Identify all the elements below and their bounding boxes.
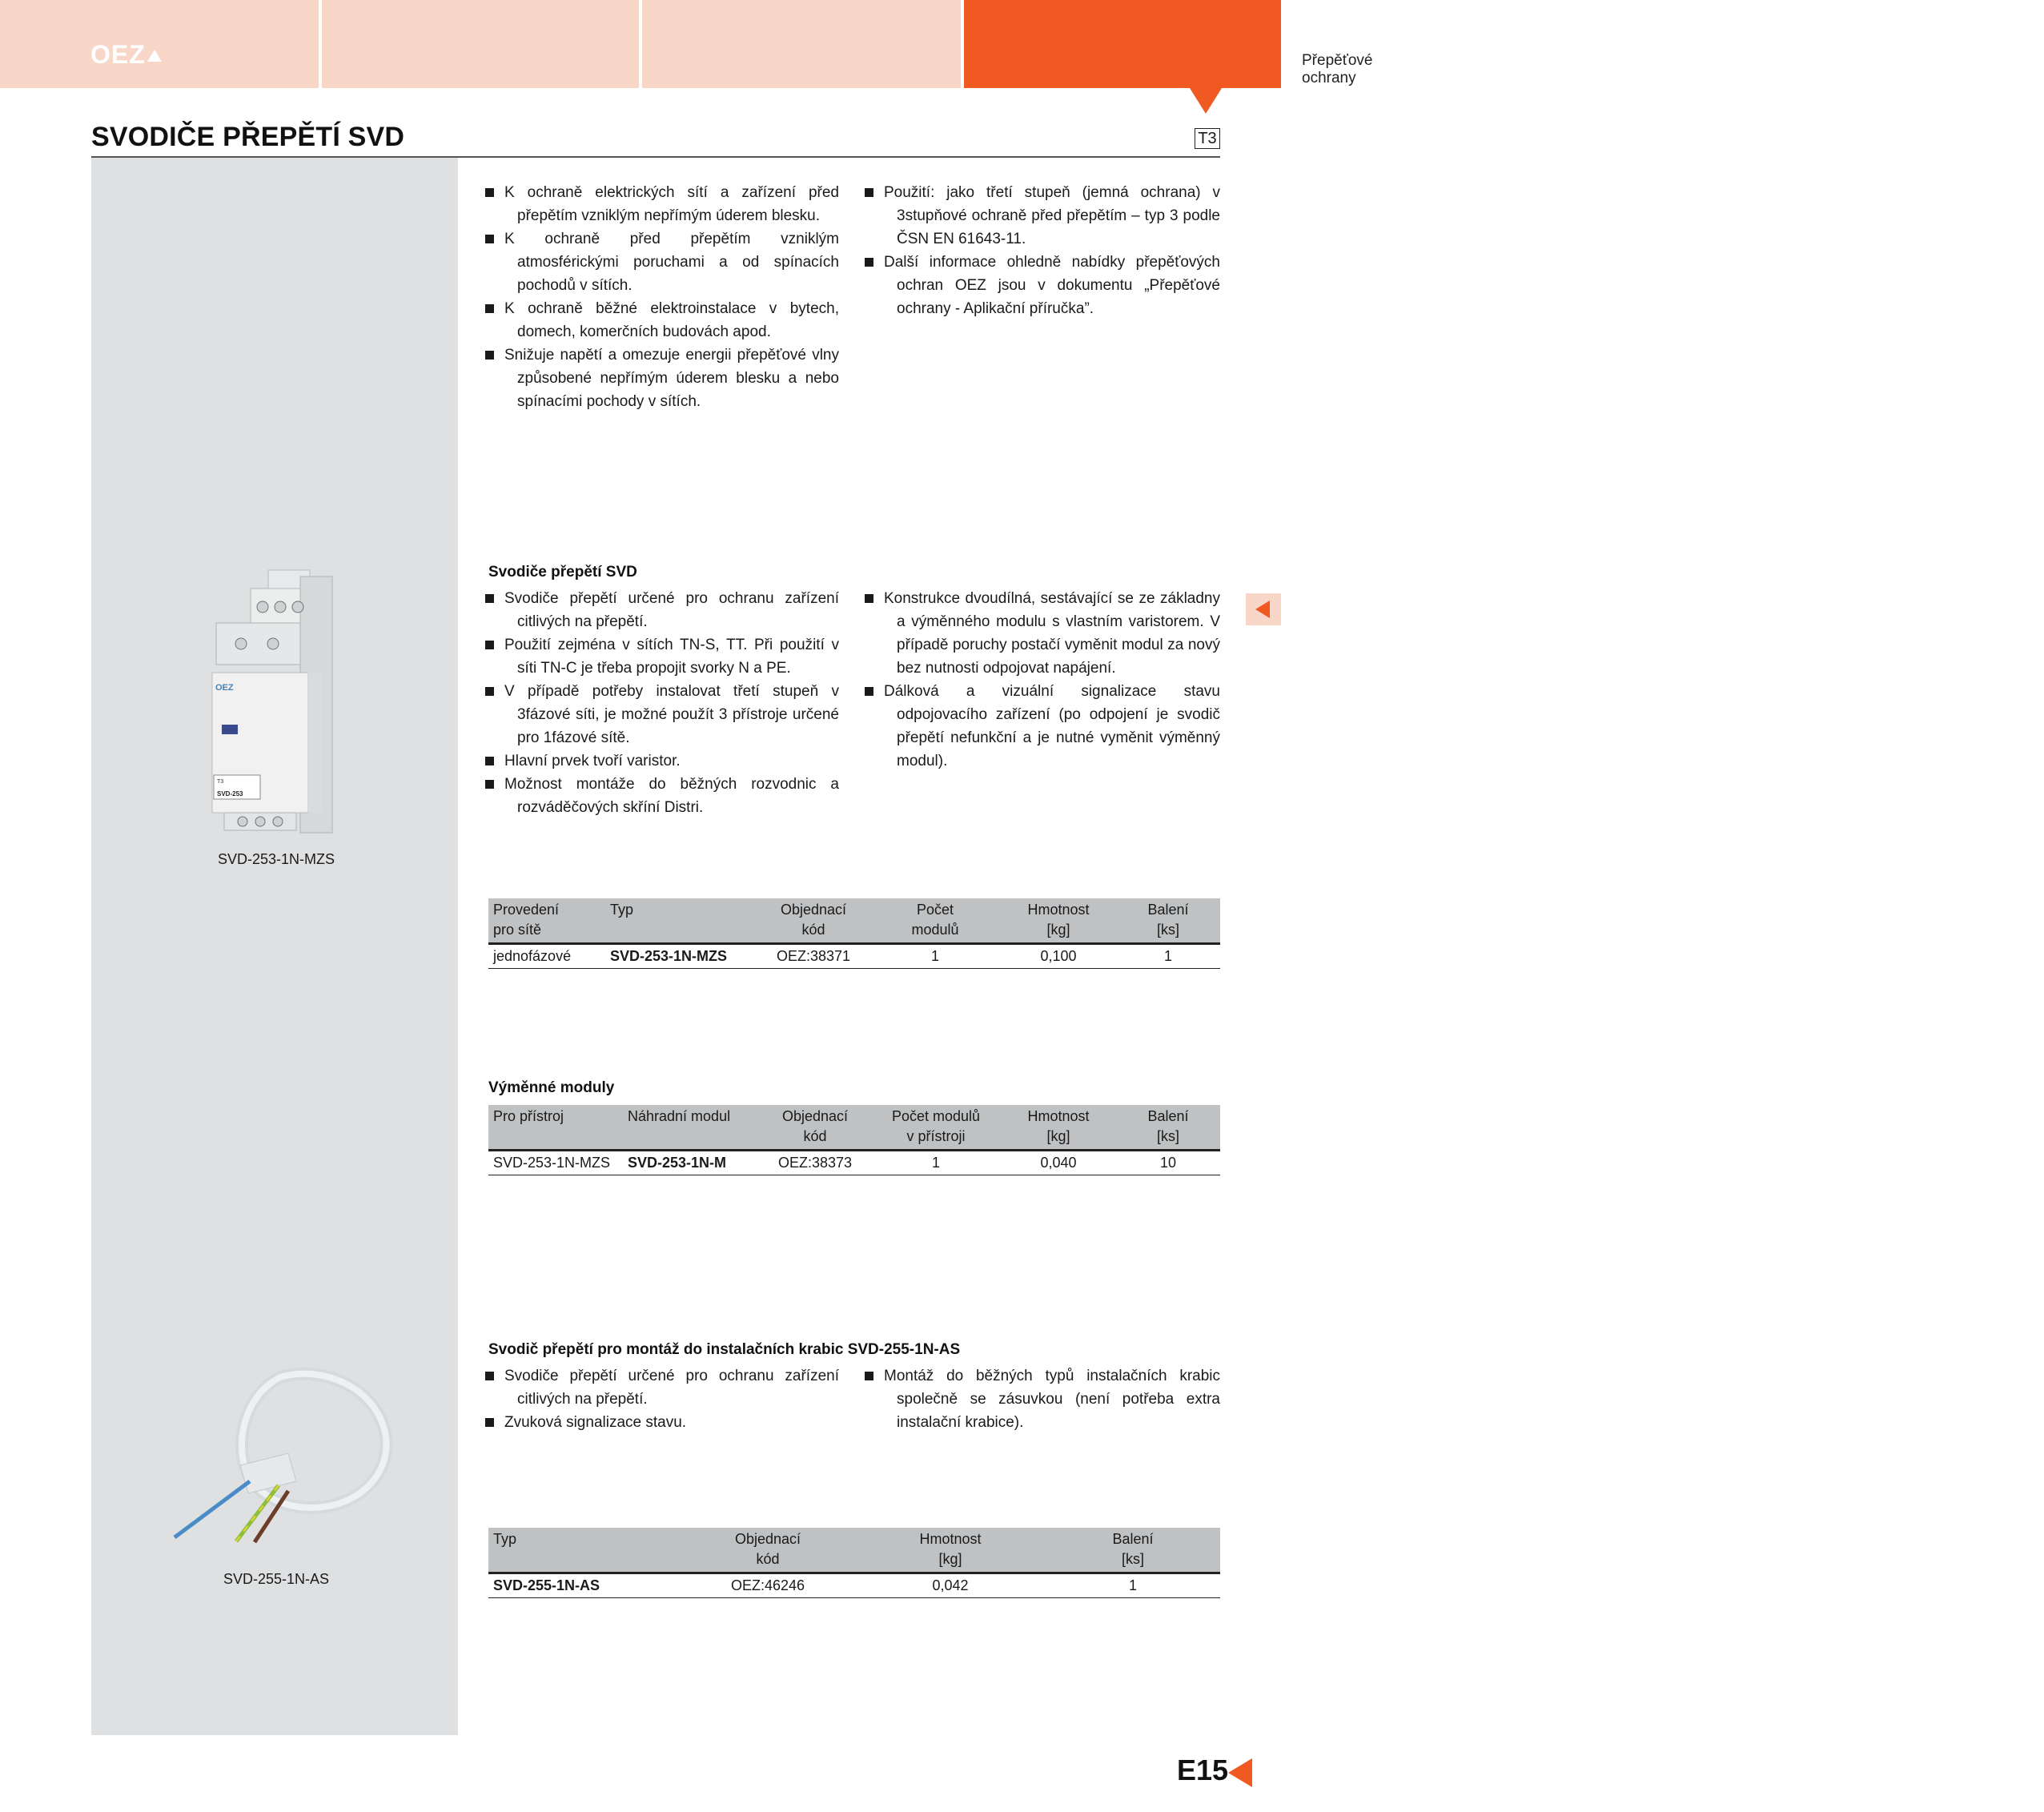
table-header-cell: [488, 1528, 681, 1573]
table-header-line: Typ: [493, 1531, 517, 1547]
table-header-cell: [681, 1528, 855, 1573]
table-cell: 1: [869, 944, 1001, 969]
header-brand: Minia: [1946, 31, 2044, 74]
table-header-cell: [1001, 898, 1116, 944]
table-header-line: kód: [756, 1551, 780, 1567]
svg-text:T3: T3: [217, 779, 224, 785]
table-row: [488, 1151, 1220, 1175]
table-header-cell: [1116, 898, 1220, 944]
page-title: SVODIČE PŘEPĚTÍ SVD: [91, 122, 405, 152]
bullet-item: Hlavní prvek tvoří varistor.: [485, 749, 839, 773]
side-pointer-icon: [1246, 593, 1281, 625]
table-header-cell: [759, 1105, 871, 1151]
header-section-cell: [322, 0, 639, 88]
table-header-line: Hmotnost: [919, 1531, 982, 1547]
table-header-line: Objednací: [734, 1531, 801, 1547]
table-header-line: Hmotnost: [1027, 1108, 1090, 1124]
page-header: [0, 0, 2044, 88]
table-header-cell: [869, 898, 1001, 944]
table-cell: 1: [871, 1151, 1001, 1175]
section1-right-list: [865, 587, 1220, 773]
bullet-item: K ochraně běžné elektroinstalace v bytech, domech, komerčních budovách apod.: [485, 297, 839, 344]
table-header-line: Pro přístroj: [493, 1108, 564, 1124]
bullet-item: Montáž do běžných typů instalačních krabic společně se zásuvkou (není potřeba extra instalační krabice).: [865, 1364, 1220, 1434]
table-header-line: [kg]: [1046, 1128, 1070, 1144]
section1-heading: Svodiče přepětí SVD: [488, 564, 637, 581]
svd-253-caption: SVD-253-1N-MZS: [217, 851, 335, 867]
table-header-line: [493, 1127, 618, 1147]
svd-253-device-image: [204, 560, 348, 841]
section3-right-list: [865, 1364, 1220, 1434]
logo-triangle-icon: [147, 50, 162, 62]
table-header-cell: [855, 1528, 1046, 1573]
svd-255-caption: SVD-255-1N-AS: [223, 1571, 330, 1587]
table-header-cell: [1001, 1105, 1116, 1151]
table-row: [488, 944, 1220, 969]
table-row: [488, 1573, 1220, 1598]
table-cell: 0,040: [1001, 1151, 1116, 1175]
table-header-line: Balení: [1147, 902, 1189, 918]
table-header-cell: [1046, 1528, 1220, 1573]
page-number: E15: [1177, 1754, 1229, 1786]
header-logo-cell: [0, 0, 319, 88]
table-cell: 1: [1116, 944, 1220, 969]
bullet-item: Použití zejména v sítích TN-S, TT. Při použití v síti TN-C je třeba propojit svorky N a PE.: [485, 633, 839, 680]
section3-heading: Svodič přepětí pro montáž do instalačních krabic SVD-255-1N-AS: [488, 1341, 961, 1358]
table-cell: 0,100: [1001, 944, 1116, 969]
bullet-item: Svodiče přepětí určené pro ochranu zařízení citlivých na přepětí.: [485, 1364, 839, 1411]
table-header-line: [ks]: [1121, 1551, 1144, 1567]
table-header-line: [628, 1127, 754, 1147]
table-header-line: kód: [801, 922, 825, 938]
bullet-item: K ochraně před přepětím vzniklým atmosférickými poruchami a od spínacích pochodů v sítích.: [485, 227, 839, 297]
table-header-cell: [871, 1105, 1001, 1151]
table-header-line: Provedení: [493, 902, 560, 918]
bullet-item: Snižuje napětí a omezuje energii přepěťové vlny způsobené nepřímým úderem blesku a nebo spínacími pochody v sítích.: [485, 344, 839, 413]
table-header-line: [493, 1549, 676, 1569]
bullet-item: K ochraně elektrických sítí a zařízení před přepětím vzniklým nepřímým úderem blesku.: [485, 181, 839, 227]
table-cell: OEZ:38373: [759, 1151, 871, 1175]
table-header-line: modulů: [911, 922, 959, 938]
table-header-line: Počet modulů: [891, 1108, 981, 1124]
svd-255-table: [488, 1528, 1220, 1598]
table-header-line: [ks]: [1156, 1128, 1179, 1144]
type-badge: T3: [1195, 128, 1220, 149]
table-cell: 1: [1046, 1573, 1220, 1598]
header-category: Přepěťové ochrany: [1302, 52, 1373, 86]
intro-left-list: [485, 181, 839, 413]
modules-table: [488, 1105, 1220, 1175]
table-header-line: Balení: [1147, 1108, 1189, 1124]
bullet-item: Použití: jako třetí stupeň (jemná ochrana) v 3stupňové ochraně před přepětím – typ 3 podle ČSN EN 61643-11.: [865, 181, 1220, 251]
table-header-line: [kg]: [1046, 922, 1070, 938]
svg-text:OEZ: OEZ: [215, 683, 234, 693]
table-header-line: [ks]: [1156, 922, 1179, 938]
table-cell: 0,042: [855, 1573, 1046, 1598]
table-cell: SVD-253-1N-M: [623, 1151, 759, 1175]
bullet-item: Konstrukce dvoudílná, sestávající se ze základny a výměnného modulu s vlastním varistorem. V případě poruchy postačí vyměnit modul za nový bez nutnosti odpojovat napájení.: [865, 587, 1220, 680]
table-cell: SVD-255-1N-AS: [488, 1573, 681, 1598]
table-header-cell: [605, 898, 757, 944]
table-header-cell: [757, 898, 869, 944]
table-header-cell: [488, 898, 605, 944]
oez-logo: OEZ: [90, 40, 162, 70]
table-header-line: Balení: [1112, 1531, 1154, 1547]
svd-table: [488, 898, 1220, 969]
table-header-line: [kg]: [938, 1551, 962, 1567]
table-header-cell: [623, 1105, 759, 1151]
table-header-line: kód: [803, 1128, 827, 1144]
section1-left-list: [485, 587, 839, 819]
table-cell: SVD-253-1N-MZS: [488, 1151, 623, 1175]
table-cell: 10: [1116, 1151, 1220, 1175]
table-cell: OEZ:38371: [757, 944, 869, 969]
section2-heading: Výměnné moduly: [488, 1079, 615, 1096]
bullet-item: Zvuková signalizace stavu.: [485, 1411, 839, 1434]
intro-right-list: [865, 181, 1220, 320]
table-header-line: Objednací: [780, 902, 847, 918]
table-header-line: Počet: [916, 902, 954, 918]
bullet-item: Svodiče přepětí určené pro ochranu zařízení citlivých na přepětí.: [485, 587, 839, 633]
section3-left-list: [485, 1364, 839, 1434]
header-pointer-icon: [1190, 88, 1222, 114]
svd-255-device-image: [160, 1361, 400, 1553]
table-header-line: Typ: [610, 902, 634, 918]
table-header-cell: [488, 1105, 623, 1151]
table-header-line: Objednací: [781, 1108, 849, 1124]
table-cell: jednofázové: [488, 944, 605, 969]
page-arrow-icon: [1228, 1758, 1252, 1787]
table-cell: OEZ:46246: [681, 1573, 855, 1598]
table-header-line: Hmotnost: [1027, 902, 1090, 918]
table-header-line: pro sítě: [493, 922, 542, 938]
bullet-item: V případě potřeby instalovat třetí stupeň v 3fázové síti, je možné použít 3 přístroje určené pro 1fázové sítě.: [485, 680, 839, 749]
table-header-line: v přístroji: [906, 1128, 966, 1144]
bullet-item: Možnost montáže do běžných rozvodnic a rozváděčových skříní Distri.: [485, 773, 839, 819]
table-header-line: Náhradní modul: [628, 1108, 731, 1124]
bullet-item: Dálková a vizuální signalizace stavu odpojovacího zařízení (po odpojení je svodič přepětí nefunkční a je nutné vyměnit výměnný modul).: [865, 680, 1220, 773]
header-category-cell: [642, 0, 1373, 88]
svg-text:SVD-253: SVD-253: [217, 790, 243, 798]
table-cell: SVD-253-1N-MZS: [605, 944, 757, 969]
table-header-line: [610, 920, 753, 940]
bullet-item: Další informace ohledně nabídky přepěťových ochran OEZ jsou v dokumentu „Přepěťové ochrany - Aplikační příručka”.: [865, 251, 1220, 320]
table-header-cell: [1116, 1105, 1220, 1151]
